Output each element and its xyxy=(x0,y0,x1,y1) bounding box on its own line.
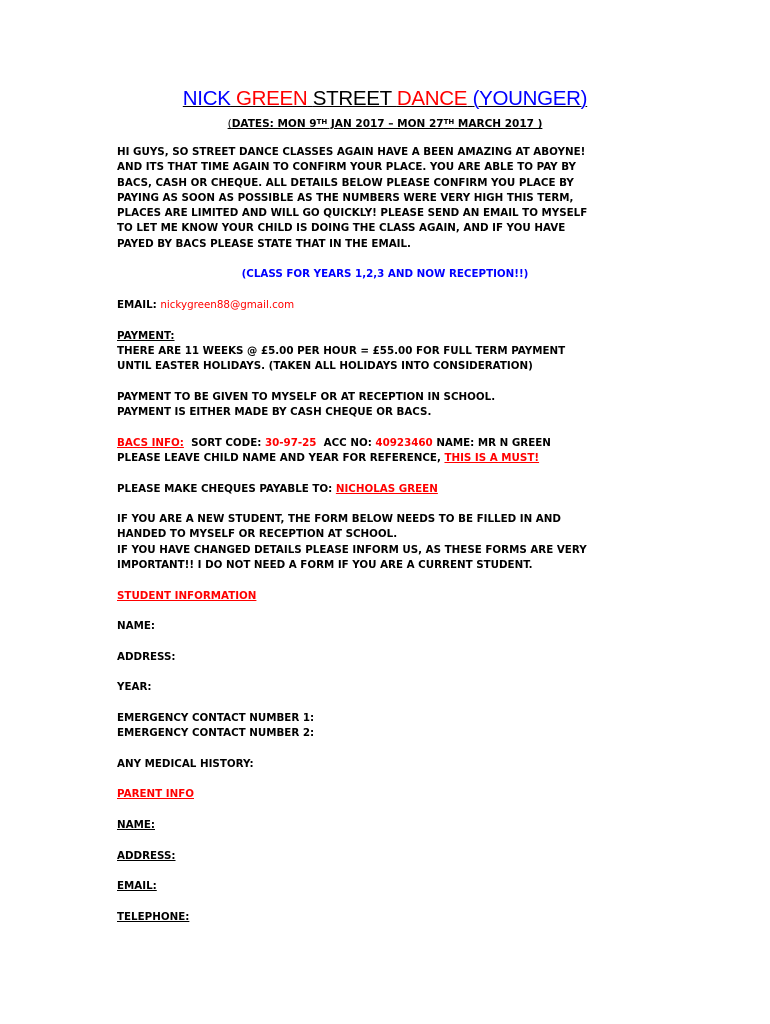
parent-telephone-field: TELEPHONE: xyxy=(117,910,190,923)
new-student-line: IMPORTANT!! I DO NOT NEED A FORM IF YOU ARE A CURRENT STUDENT. xyxy=(117,559,533,572)
dates-sup1: TH xyxy=(316,118,328,126)
emergency-contact-2-field: EMERGENCY CONTACT NUMBER 2: xyxy=(117,727,315,740)
intro-line: TO LET ME KNOW YOUR CHILD IS DOING THE CLASS AGAIN, AND IF YOU HAVE xyxy=(117,222,566,235)
acc-no-value: 40923460 xyxy=(375,436,433,449)
title-younger: (YOUNGER) xyxy=(472,87,588,110)
medical-history-field: ANY MEDICAL HISTORY: xyxy=(117,757,254,770)
title-dance: DANCE xyxy=(396,87,468,110)
email-line xyxy=(117,298,677,313)
dates-post: MARCH 2017 ) xyxy=(454,118,543,130)
intro-line: HI GUYS, SO STREET DANCE CLASSES AGAIN HAVE A BEEN AMAZING AT ABOYNE! xyxy=(117,146,586,158)
sort-code-value: 30-97-25 xyxy=(264,436,317,449)
email-label: EMAIL: xyxy=(117,298,161,311)
payment-line: PAYMENT TO BE GIVEN TO MYSELF OR AT RECEPTION IN SCHOOL. xyxy=(117,390,496,403)
payment-heading: PAYMENT: xyxy=(117,329,175,342)
cheques-payee: NICHOLAS GREEN xyxy=(335,482,438,495)
title-green: GREEN xyxy=(235,87,308,110)
title-street: STREET xyxy=(312,87,392,110)
student-name-field: NAME: xyxy=(117,620,155,633)
student-info-heading: STUDENT INFORMATION xyxy=(117,589,257,602)
dates-subtitle xyxy=(0,115,770,132)
payment-line: UNTIL EASTER HOLIDAYS. (TAKEN ALL HOLIDAYS INTO CONSIDERATION) xyxy=(117,360,533,373)
acc-no-label: ACC NO: xyxy=(316,436,376,449)
page-title xyxy=(0,86,770,112)
intro-line: PAYED BY BACS PLEASE STATE THAT IN THE EMAIL. xyxy=(117,237,411,250)
dates-pre: DATES: MON 9 xyxy=(231,118,317,130)
parent-info-heading: PARENT INFO xyxy=(117,788,194,801)
intro-line: PAYING AS SOON AS POSSIBLE AS THE NUMBERS WERE VERY HIGH THIS TERM, xyxy=(117,191,574,204)
new-student-line: IF YOU HAVE CHANGED DETAILS PLEASE INFORM US, AS THESE FORMS ARE VERY xyxy=(117,543,587,556)
intro-line: BACS, CASH OR CHEQUE. ALL DETAILS BELOW PLEASE CONFIRM YOU PLACE BY xyxy=(117,176,574,189)
document-body xyxy=(117,145,677,925)
parent-name-field: NAME: xyxy=(117,819,155,832)
reference-line xyxy=(117,451,677,466)
sort-code-label: SORT CODE: xyxy=(183,436,265,449)
email-value[interactable]: nickygreen88@gmail.com xyxy=(160,298,295,311)
reference-text: PLEASE LEAVE CHILD NAME AND YEAR FOR REFERENCE, xyxy=(117,451,445,464)
class-note: (CLASS FOR YEARS 1,2,3 AND NOW RECEPTION!!) xyxy=(241,268,529,281)
payment-line: THERE ARE 11 WEEKS @ £5.00 PER HOUR = £55.00 FOR FULL TERM PAYMENT xyxy=(117,344,566,357)
dates-mid: JAN 2017 – MON 27 xyxy=(327,118,444,130)
dates-sup2: TH xyxy=(443,118,455,126)
bacs-label: BACS INFO: xyxy=(117,436,184,449)
title-nick: NICK xyxy=(182,87,231,110)
payment-line: PAYMENT IS EITHER MADE BY CASH CHEQUE OR BACS. xyxy=(117,406,432,419)
account-name: NAME: MR N GREEN xyxy=(432,436,551,449)
student-year-field: YEAR: xyxy=(117,681,152,694)
dates-open: ( xyxy=(227,118,232,130)
intro-line: PLACES ARE LIMITED AND WILL GO QUICKLY! PLEASE SEND AN EMAIL TO MYSELF xyxy=(117,207,588,220)
cheques-label: PLEASE MAKE CHEQUES PAYABLE TO: xyxy=(117,482,336,495)
student-address-field: ADDRESS: xyxy=(117,650,176,663)
new-student-line: IF YOU ARE A NEW STUDENT, THE FORM BELOW NEEDS TO BE FILLED IN AND xyxy=(117,513,561,526)
parent-address-field: ADDRESS: xyxy=(117,849,176,862)
must-note: THIS IS A MUST! xyxy=(444,451,540,464)
bacs-line xyxy=(117,436,677,451)
intro-line: AND ITS THAT TIME AGAIN TO CONFIRM YOUR PLACE. YOU ARE ABLE TO PAY BY xyxy=(117,161,576,174)
emergency-contact-1-field: EMERGENCY CONTACT NUMBER 1: xyxy=(117,711,315,724)
cheques-line xyxy=(117,482,677,497)
parent-email-field: EMAIL: xyxy=(117,880,157,893)
new-student-line: HANDED TO MYSELF OR RECEPTION AT SCHOOL. xyxy=(117,528,398,541)
